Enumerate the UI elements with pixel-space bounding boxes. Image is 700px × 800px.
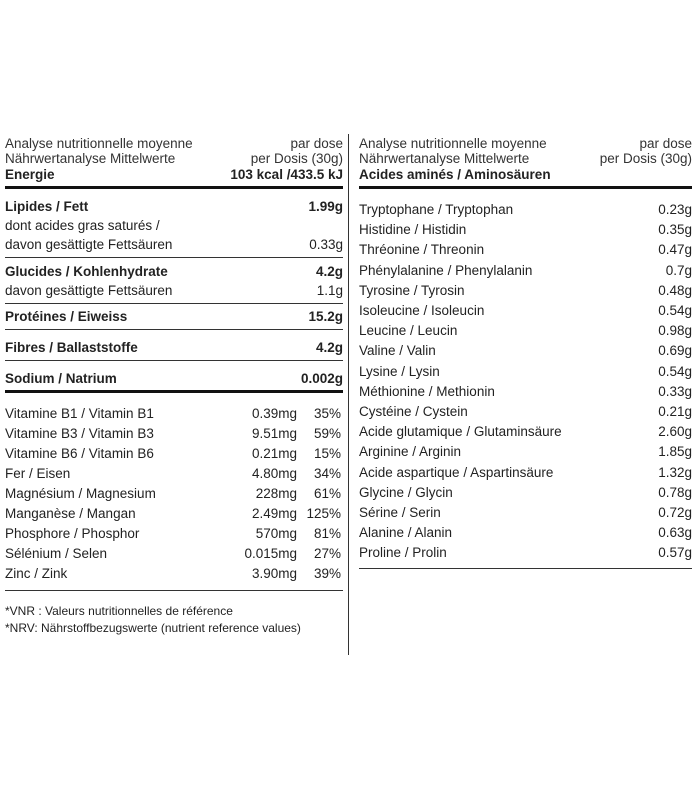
amino-acid-name: Proline / Prolin [359, 545, 447, 561]
nutrient-percent: 61% [313, 486, 341, 501]
nutrient-name: Manganèse / Mangan [5, 506, 136, 521]
nutrition-table-right [359, 136, 692, 569]
nutrient-percent: 35% [313, 406, 341, 421]
glucides-value: 4.2g [315, 264, 343, 279]
nutrient-amount: 0.015mg [244, 546, 297, 561]
glucides-sub-value: 1.1g [316, 283, 343, 298]
nutrient-amount: 0.39mg [251, 406, 297, 421]
sodium-label: Sodium / Natrium [5, 371, 117, 386]
per-dose-label: par dose [639, 136, 692, 151]
nutrient-row [5, 444, 343, 464]
amino-acid-name: Phénylalanine / Phenylalanin [359, 262, 533, 278]
nutrient-percent: 125% [306, 506, 341, 521]
amino-acid-list [359, 200, 692, 569]
amino-acid-value: 0.78g [658, 484, 692, 500]
energy-value: 103 kcal /433.5 kJ [230, 167, 343, 182]
nutrient-name: Vitamine B3 / Vitamin B3 [5, 426, 154, 441]
amino-acid-row [359, 301, 692, 321]
amino-acid-name: Lysine / Lysin [359, 363, 440, 379]
nutrient-amount: 9.51mg [251, 426, 297, 441]
nutrient-amount: 4.80mg [251, 466, 297, 481]
nutrient-row [5, 504, 343, 524]
amino-acid-name: Tryptophane / Tryptophan [359, 202, 514, 217]
nutrient-percent: 27% [313, 546, 341, 561]
sat-fat-row [5, 235, 343, 258]
amino-acid-name: Acide glutamique / Glutaminsäure [359, 424, 562, 440]
proteines-row [5, 307, 343, 330]
fibres-label: Fibres / Ballaststoffe [5, 340, 138, 355]
amino-acid-name: Acide aspartique / Aspartinsäure [359, 464, 554, 480]
column-divider [348, 134, 349, 655]
sat-fat-label-fr: dont acides gras saturés / [5, 218, 160, 233]
nutrient-row [5, 484, 343, 504]
nutrient-amount: 2.49mg [251, 506, 297, 521]
amino-acid-name: Isoleucine / Isoleucin [359, 303, 485, 319]
glucides-sub-row [5, 281, 343, 304]
nutrient-row [5, 544, 343, 564]
proteines-value: 15.2g [308, 309, 343, 324]
header-label-de: Nährwertanalyse Mittelwerte [359, 151, 530, 166]
sodium-row [5, 369, 343, 393]
amino-acid-name: Cystéine / Cystein [359, 404, 468, 420]
amino-acid-name: Alanine / Alanin [359, 525, 453, 541]
amino-acid-value: 0.47g [658, 242, 692, 258]
amino-acid-row [359, 281, 692, 301]
nutrient-name: Magnésium / Magnesium [5, 486, 156, 501]
lipides-label: Lipides / Fett [5, 199, 89, 214]
header-label-fr: Analyse nutritionnelle moyenne [5, 136, 193, 151]
footnote-vnr: *VNR : Valeurs nutritionnelles de référence [5, 604, 233, 618]
amino-acid-row [359, 240, 692, 260]
amino-acid-value: 0.21g [658, 404, 692, 420]
amino-acid-row [359, 220, 692, 240]
footnote-nrv: *NRV: Nährstoffbezugswerte (nutrient reference values) [5, 621, 301, 635]
fibres-row [5, 338, 343, 361]
amino-acid-value: 0.35g [658, 222, 692, 238]
amino-acid-row [359, 341, 692, 361]
amino-acid-row [359, 402, 692, 422]
glucides-row [5, 262, 343, 281]
amino-acid-row [359, 523, 692, 543]
table-header [5, 136, 343, 166]
nutrient-name: Vitamine B6 / Vitamin B6 [5, 446, 154, 461]
amino-acid-row [359, 422, 692, 442]
amino-acid-value: 0.63g [658, 525, 692, 541]
amino-acid-row [359, 543, 692, 563]
nutrient-percent: 15% [313, 446, 341, 461]
amino-acid-value: 2.60g [658, 424, 692, 440]
header-label-fr: Analyse nutritionnelle moyenne [359, 136, 547, 151]
per-dosis-label: per Dosis (30g) [250, 151, 343, 166]
table-header [359, 136, 692, 166]
amino-acid-name: Thréonine / Threonin [359, 242, 485, 258]
fibres-value: 4.2g [315, 340, 343, 355]
amino-acid-name: Histidine / Histidin [359, 222, 467, 238]
amino-acid-name: Arginine / Arginin [359, 444, 462, 460]
nutrient-percent: 39% [313, 566, 341, 581]
glucides-sub-label: davon gesättigte Fettsäuren [5, 283, 173, 298]
amino-acid-row [359, 321, 692, 341]
amino-acid-value: 0.69g [658, 343, 692, 359]
nutrient-row [5, 564, 343, 584]
nutrient-percent: 81% [313, 526, 341, 541]
nutrient-name: Phosphore / Phosphor [5, 526, 140, 541]
amino-acid-name: Leucine / Leucin [359, 323, 458, 339]
nutrient-percent: 59% [313, 426, 341, 441]
lipides-row [5, 197, 343, 216]
energy-label: Energie [5, 167, 55, 182]
amino-section-label: Acides aminés / Aminosäuren [359, 167, 551, 182]
amino-acid-value: 1.85g [658, 444, 692, 460]
nutrient-percent: 34% [313, 466, 341, 481]
amino-acid-value: 0.7g [665, 262, 692, 278]
amino-acid-value: 0.33g [658, 383, 692, 399]
nutrient-list [5, 404, 343, 591]
amino-acid-value: 1.32g [658, 464, 692, 480]
amino-acid-name: Tyrosine / Tyrosin [359, 282, 465, 298]
amino-acid-row [359, 362, 692, 382]
amino-acid-name: Valine / Valin [359, 343, 436, 359]
amino-acid-name: Glycine / Glycin [359, 484, 453, 500]
amino-acid-row [359, 261, 692, 281]
nutrient-name: Zinc / Zink [5, 566, 68, 581]
amino-acid-value: 0.23g [658, 202, 692, 217]
nutrient-name: Vitamine B1 / Vitamin B1 [5, 406, 154, 421]
nutrition-table-left [5, 136, 343, 637]
amino-section-row [359, 166, 692, 189]
nutrient-amount: 570mg [255, 526, 297, 541]
nutrient-row [5, 424, 343, 444]
sat-fat-label-row [5, 216, 343, 235]
sodium-value: 0.002g [300, 371, 343, 386]
sat-fat-value: 0.33g [309, 237, 343, 252]
energy-row [5, 166, 343, 189]
per-dose-label: par dose [290, 136, 343, 151]
amino-acid-row [359, 200, 692, 220]
per-dosis-label: per Dosis (30g) [599, 151, 692, 166]
amino-acid-value: 0.57g [658, 545, 692, 561]
glucides-label: Glucides / Kohlenhydrate [5, 264, 168, 279]
amino-acid-row [359, 442, 692, 462]
amino-acid-row [359, 503, 692, 523]
nutrient-row [5, 464, 343, 484]
amino-acid-value: 0.54g [658, 303, 692, 319]
amino-acid-row [359, 483, 692, 503]
amino-acid-row [359, 382, 692, 402]
nutrient-amount: 0.21mg [251, 446, 297, 461]
amino-acid-value: 0.48g [658, 282, 692, 298]
nutrient-name: Sélénium / Selen [5, 546, 108, 561]
amino-acid-value: 0.98g [658, 323, 692, 339]
nutrient-row [5, 524, 343, 544]
lipides-value: 1.99g [308, 199, 343, 214]
nutrient-name: Fer / Eisen [5, 466, 71, 481]
amino-acid-value: 0.54g [658, 363, 692, 379]
amino-acid-name: Sérine / Serin [359, 505, 441, 521]
nutrient-amount: 228mg [255, 486, 297, 501]
sat-fat-label-de: davon gesättigte Fettsäuren [5, 237, 173, 252]
amino-acid-name: Méthionine / Methionin [359, 383, 495, 399]
nutrient-row [5, 404, 343, 424]
header-label-de: Nährwertanalyse Mittelwerte [5, 151, 176, 166]
amino-acid-value: 0.72g [658, 505, 692, 521]
nutrient-amount: 3.90mg [251, 566, 297, 581]
proteines-label: Protéines / Eiweiss [5, 309, 128, 324]
amino-acid-row [359, 463, 692, 483]
